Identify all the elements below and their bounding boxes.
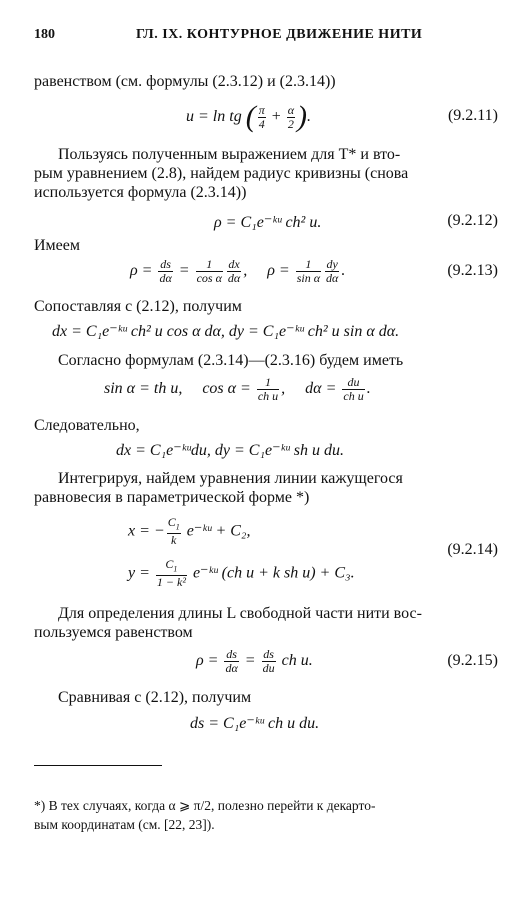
- equation-9-2-13: ρ = $\frac{ds}{d\alpha}$ = $\frac{1}{\text{cos α}}$ $\frac{dx}{d\alpha}$ , ρ = $\frac{1}{\text{sin α}}$ $\frac{dy}{d\alpha}$ .: [130, 257, 346, 285]
- footnote-line: *) В тех случаях, когда α ⩾ π/2, полезно перейти к декарто-: [34, 798, 376, 813]
- paragraph-line: пользуемся равенством: [34, 624, 193, 641]
- running-title: ГЛ. IX. КОНТУРНОЕ ДВИЖЕНИЕ НИТИ: [136, 27, 423, 42]
- equation-dx-dy-2: dx = C₁e⁻ᵏᵘdu, dy = C₁e⁻ᵏᵘ sh u du.: [116, 442, 344, 459]
- paragraph-line: равновесия в параметрической форме *): [34, 489, 310, 506]
- equation-dx-dy: dx = C₁e⁻ᵏᵘ ch² u cos α dα, dy = C₁e⁻ᵏᵘ ch² u sin α dα.: [52, 323, 400, 340]
- footnote-rule: [34, 765, 162, 766]
- paragraph-line: Интегрируя, найдем уравнения линии кажущегося: [58, 470, 403, 487]
- equation-9-2-15: ρ = $\frac{ds}{d\alpha}$ = $\frac{ds}{du}$ ch u.: [196, 647, 313, 675]
- equation-number: (9.2.11): [447, 107, 498, 124]
- paragraph-line: рым уравнением (2.8), найдем радиус кривизны (снова: [34, 165, 409, 182]
- equation-9-2-11: u = ln tg ( $\frac{\pi}{4}$ + $\frac{\alpha}{2}$ ).: [186, 99, 312, 133]
- paragraph-line: Согласно формулам (2.3.14)—(2.3.16) будем иметь: [58, 352, 404, 369]
- paragraph-line: Имеем: [34, 237, 81, 254]
- equation-number: (9.2.12): [447, 212, 498, 229]
- footnote-line: вым координатам (см. [22, 23]).: [34, 817, 215, 832]
- equation-ds: ds = C₁e⁻ᵏᵘ ch u du.: [190, 715, 320, 732]
- paragraph-line: Следовательно,: [34, 417, 140, 434]
- equation-9-2-12: ρ = C₁e⁻ᵏᵘ ch² u.: [214, 214, 322, 231]
- equation-y: y = $\frac{C_1}{\text{1 − k²}}$ e⁻ᵏᵘ (ch u + k sh u) + C₃.: [128, 557, 355, 590]
- equation-sin-cos: sin α = th u, cos α = $\frac{1}{\text{ch u}}$ , dα = $\frac{du}{\text{ch u}}$ .: [104, 375, 371, 403]
- equation-number: (9.2.13): [447, 262, 498, 279]
- equation-number: (9.2.15): [447, 652, 498, 669]
- page-number: 180: [34, 27, 55, 42]
- eq-lhs: u = ln tg: [186, 108, 242, 126]
- paragraph-line: Сопоставляя с (2.12), получим: [34, 298, 242, 315]
- equation-x: x = − $\frac{C_1}{k}$ e⁻ᵏᵘ + C₂,: [128, 515, 251, 548]
- paragraph-line: Сравнивая с (2.12), получим: [58, 689, 252, 706]
- paragraph-line: Для определения длины L свободной части нити вос-: [58, 605, 422, 622]
- paragraph-line: равенством (см. формулы (2.3.12) и (2.3.14)): [34, 73, 336, 90]
- equation-number: (9.2.14): [447, 541, 498, 558]
- paragraph-line: Пользуясь полученным выражением для T* и вто-: [58, 146, 401, 163]
- paragraph-line: используется формула (2.3.14)): [34, 184, 247, 201]
